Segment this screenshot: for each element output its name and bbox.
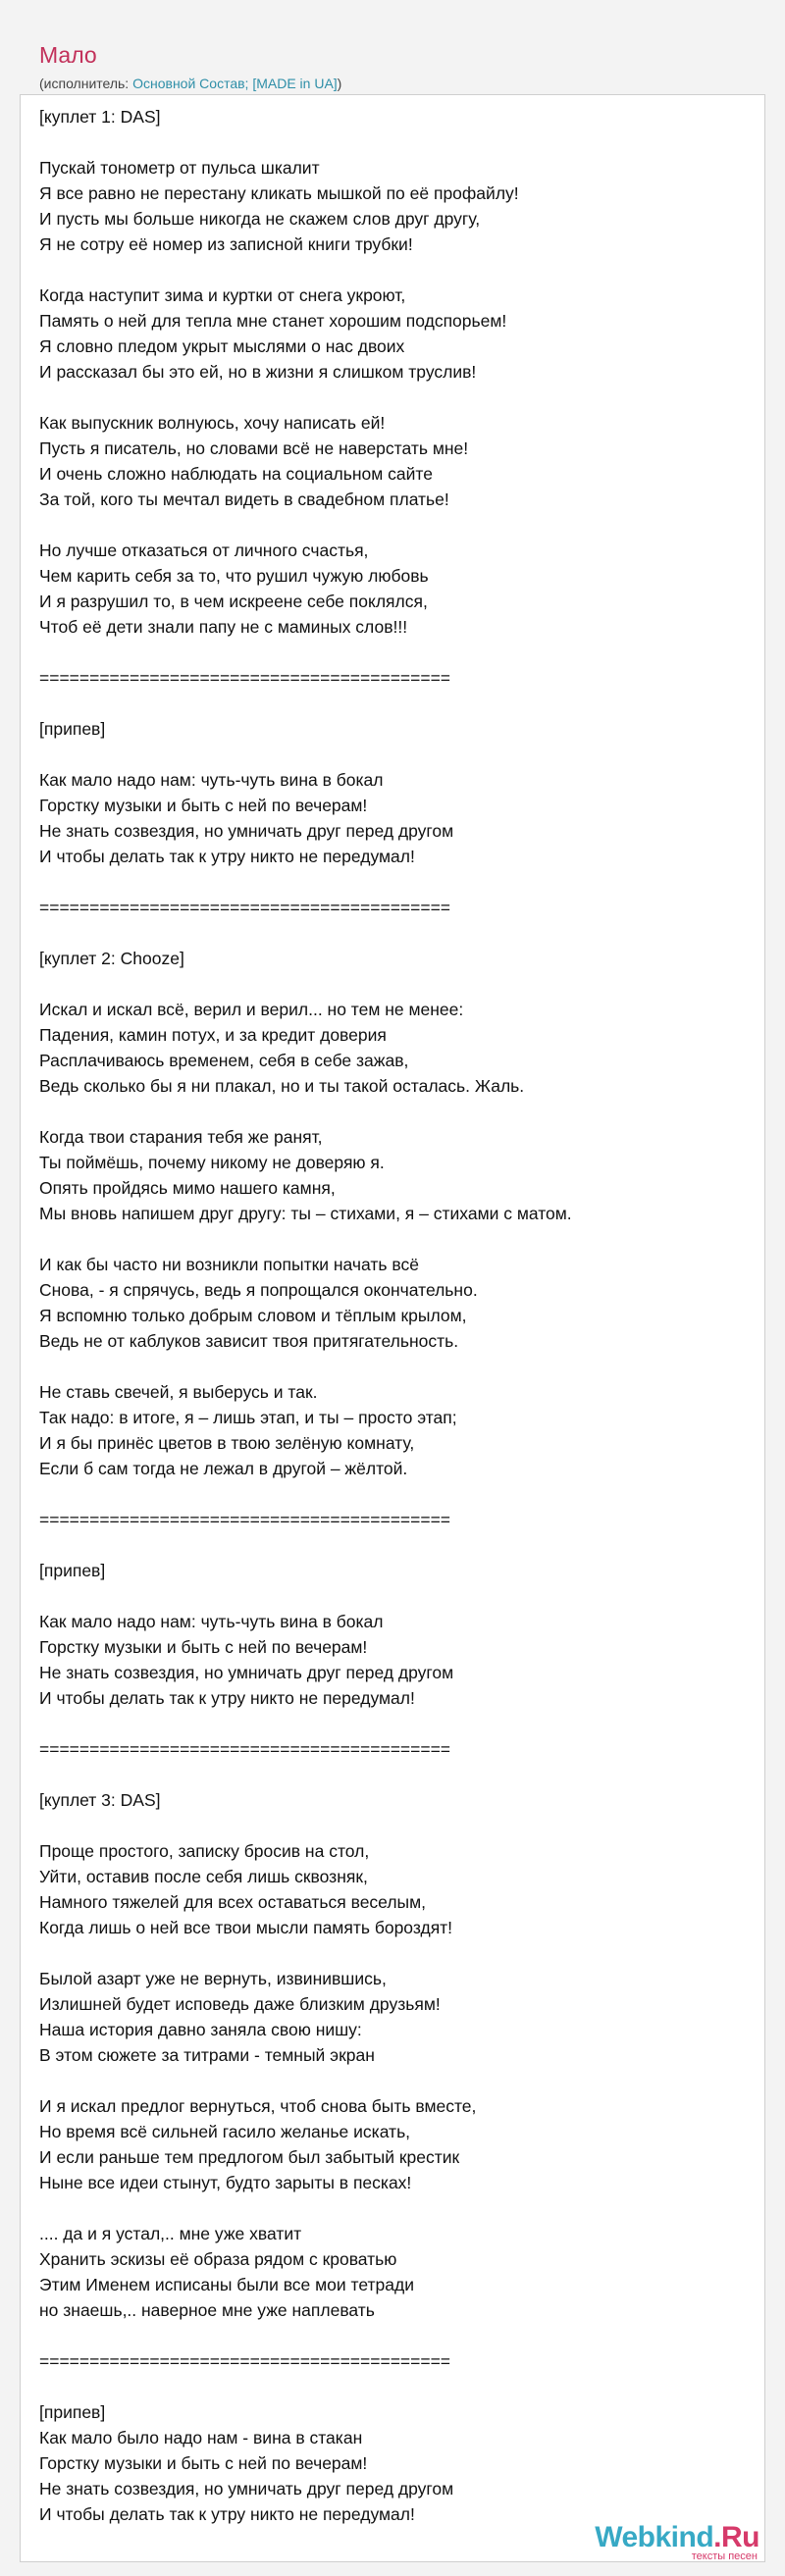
lyric-line: Чтоб её дети знали папу не с маминых слов!!! — [39, 617, 408, 637]
lyric-line: Не знать созвездия, но умничать друг перед другом — [39, 821, 454, 841]
lyric-line: Чем карить себя за то, что рушил чужую любовь — [39, 566, 429, 586]
lyric-line: Как мало было надо нам - вина в стакан — [39, 2428, 363, 2447]
blank-line — [39, 2195, 765, 2221]
lyric-line: Расплачиваюсь временем, себя в себе зажав, — [39, 1051, 409, 1070]
lyric-line: И рассказал бы это ей, но в жизни я слишком труслив! — [39, 362, 477, 382]
song-header — [39, 41, 765, 92]
performer-link[interactable]: Основной Состав; [MADE in UA] — [132, 76, 338, 91]
separator-line: ========================================= — [39, 2351, 451, 2371]
lyric-line: И чтобы делать так к утру никто не передумал! — [39, 1688, 415, 1708]
lyric-line: И если раньше тем предлогом был забытый крестик — [39, 2147, 460, 2167]
lyric-line: Падения, камин потух, и за кредит доверия — [39, 1025, 387, 1045]
blank-line — [39, 920, 765, 946]
lyric-line: И я разрушил то, в чем искреене себе поклялся, — [39, 592, 428, 611]
performer-label: (исполнитель: — [39, 76, 133, 91]
lyric-line: Когда наступит зима и куртки от снега укроют, — [39, 285, 406, 305]
lyric-line: Горстку музыки и быть с ней по вечерам! — [39, 796, 368, 815]
blank-line — [39, 640, 765, 665]
lyric-line: Наша история давно заняла свою нишу: — [39, 2020, 362, 2039]
lyric-line: Опять пройдясь мимо нашего камня, — [39, 1178, 336, 1198]
blank-line — [39, 1532, 765, 1558]
blank-line — [39, 742, 765, 767]
blank-line — [39, 1813, 765, 1838]
lyric-line: Я все равно не перестану кликать мышкой по её профайлу! — [39, 183, 519, 203]
lyric-line: И очень сложно наблюдать на социальном сайте — [39, 464, 433, 484]
blank-line — [39, 257, 765, 283]
logo-main-text: Webkind — [595, 2521, 714, 2553]
performer-line — [39, 75, 765, 92]
lyric-line: Но лучше отказаться от личного счастья, — [39, 541, 369, 560]
blank-line — [39, 1354, 765, 1379]
logo-wordmark — [595, 2522, 759, 2553]
lyric-line: Ведь не от каблуков зависит твоя притягательность. — [39, 1331, 459, 1351]
lyric-line: Ведь сколько бы я ни плакал, но и ты такой осталась. Жаль. — [39, 1076, 525, 1096]
section-label: [куплет 1: DAS] — [39, 107, 161, 127]
lyric-line: Горстку музыки и быть с ней по вечерам! — [39, 1637, 368, 1657]
lyric-line: Но время всё сильней гасило желанье искать, — [39, 2122, 411, 2141]
blank-line — [39, 129, 765, 155]
lyric-line: Когда твои старания тебя же ранят, — [39, 1127, 323, 1147]
section-label: [куплет 2: Chooze] — [39, 949, 184, 968]
lyric-line: Как мало надо нам: чуть-чуть вина в бокал — [39, 770, 384, 790]
blank-line — [39, 1583, 765, 1609]
lyric-line: Так надо: в итоге, я – лишь этап, и ты – просто этап; — [39, 1408, 457, 1427]
lyric-line: Проще простого, записку бросив на стол, — [39, 1841, 370, 1861]
section-label: [припев] — [39, 719, 106, 739]
lyric-line: За той, кого ты мечтал видеть в свадебном платье! — [39, 489, 449, 509]
lyric-line: .... да и я устал,.. мне уже хватит — [39, 2224, 302, 2243]
lyric-line: Не ставь свечей, я выберусь и так. — [39, 1382, 318, 1402]
section-label: [припев] — [39, 2402, 106, 2422]
separator-line: ========================================= — [39, 1739, 451, 1759]
lyric-line: Как выпускник волнуюсь, хочу написать ей! — [39, 413, 386, 433]
logo-suffix: .Ru — [713, 2521, 759, 2553]
blank-line — [39, 1226, 765, 1252]
blank-line — [39, 869, 765, 895]
lyric-line: Как мало надо нам: чуть-чуть вина в бокал — [39, 1612, 384, 1631]
blank-line — [39, 2374, 765, 2399]
section-label: [припев] — [39, 1561, 106, 1580]
lyric-line: но знаешь,.. наверное мне уже наплевать — [39, 2300, 375, 2320]
lyric-line: Ныне все идеи стынут, будто зарыты в песках! — [39, 2173, 412, 2192]
lyric-line: Искал и искал всё, верил и верил... но тем не менее: — [39, 1000, 464, 1019]
lyric-line: Я вспомню только добрым словом и тёплым крылом, — [39, 1306, 467, 1325]
lyric-line: Когда лишь о ней все твои мысли память бороздят! — [39, 1918, 453, 1937]
lyric-line: Былой азарт уже не вернуть, извинившись, — [39, 1969, 387, 1988]
blank-line — [39, 1762, 765, 1787]
lyric-line: Не знать созвездия, но умничать друг перед другом — [39, 1663, 454, 1682]
separator-line: ========================================= — [39, 1510, 451, 1529]
blank-line — [39, 512, 765, 538]
lyric-line: Пусть я писатель, но словами всё не наверстать мне! — [39, 438, 469, 458]
lyric-line: Не знать созвездия, но умничать друг перед другом — [39, 2479, 454, 2499]
blank-line — [39, 1711, 765, 1736]
lyric-line: Память о ней для тепла мне станет хорошим подспорьем! — [39, 311, 507, 331]
blank-line — [39, 971, 765, 997]
lyric-line: Намного тяжелей для всех оставаться веселым, — [39, 1892, 427, 1912]
lyric-line: Горстку музыки и быть с ней по вечерам! — [39, 2453, 368, 2473]
lyric-line: И пусть мы больше никогда не скажем слов друг другу, — [39, 209, 481, 229]
section-label: [куплет 3: DAS] — [39, 1790, 161, 1810]
blank-line — [39, 2323, 765, 2348]
song-title: Мало — [39, 42, 97, 68]
lyric-line: Я словно пледом укрыт мыслями о нас двоих — [39, 336, 405, 356]
lyric-line: Снова, - я спрячусь, ведь я попрощался окончательно. — [39, 1280, 478, 1300]
blank-line — [39, 2068, 765, 2093]
blank-line — [39, 1099, 765, 1124]
lyric-line: Пускай тонометр от пульса шкалит — [39, 158, 320, 178]
lyric-line: В этом сюжете за титрами - темный экран — [39, 2045, 375, 2065]
lyric-line: И я бы принёс цветов в твою зелёную комнату, — [39, 1433, 415, 1453]
lyrics-text — [39, 104, 765, 2527]
blank-line — [39, 385, 765, 410]
lyric-line: И чтобы делать так к утру никто не передумал! — [39, 2504, 415, 2524]
lyric-line: Этим Именем исписаны были все мои тетради — [39, 2275, 414, 2294]
performer-close: ) — [337, 76, 342, 91]
lyric-line: Уйти, оставив после себя лишь сквозняк, — [39, 1867, 368, 1886]
lyric-line: И как бы часто ни возникли попытки начать всё — [39, 1255, 419, 1274]
lyric-line: Если б сам тогда не лежал в другой – жёлтой. — [39, 1459, 408, 1478]
blank-line — [39, 691, 765, 716]
lyric-line: И я искал предлог вернуться, чтоб снова быть вместе, — [39, 2096, 477, 2116]
lyric-line: Хранить эскизы её образа рядом с кроватью — [39, 2249, 397, 2269]
lyric-line: Излишней будет исповедь даже близким друзьям! — [39, 1994, 441, 2014]
lyric-line: Мы вновь напишем друг другу: ты – стихами, я – стихами с матом. — [39, 1204, 572, 1223]
lyric-line: Я не сотру её номер из записной книги трубки! — [39, 234, 413, 254]
separator-line: ========================================= — [39, 898, 451, 917]
blank-line — [39, 1940, 765, 1966]
site-logo[interactable] — [595, 2522, 759, 2562]
logo-tagline: тексты песен — [691, 2550, 758, 2562]
lyric-line: Ты поймёшь, почему никому не доверяю я. — [39, 1153, 385, 1172]
lyric-line: И чтобы делать так к утру никто не передумал! — [39, 847, 415, 866]
blank-line — [39, 1481, 765, 1507]
separator-line: ========================================= — [39, 668, 451, 688]
